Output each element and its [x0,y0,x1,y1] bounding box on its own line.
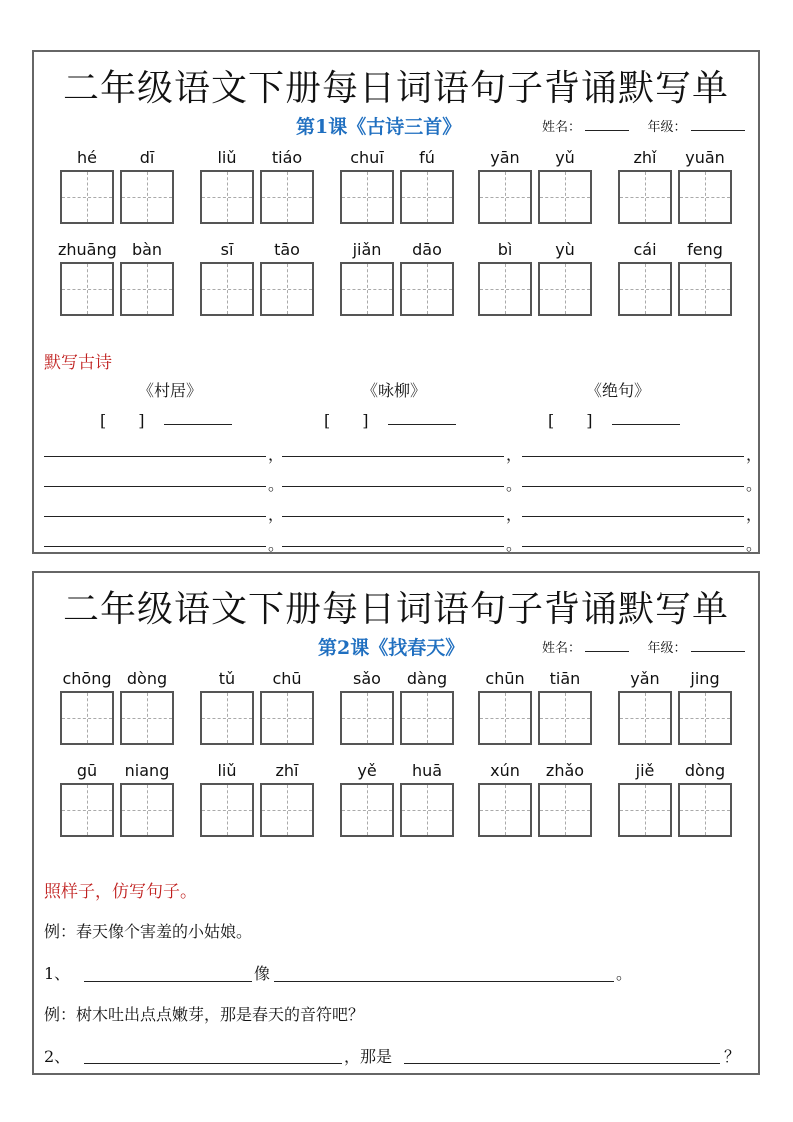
pinyin-label: tiān [549,669,581,688]
poem-title-cunju: 《村居》 [137,381,202,400]
writing-box[interactable] [120,783,174,837]
pinyin-label: zhǎo [545,761,585,780]
poem-title-yongliu: 《咏柳》 [361,381,426,400]
pinyin-label: yān [490,148,520,167]
writing-box[interactable] [60,691,114,745]
writing-box[interactable] [340,170,394,224]
writing-box[interactable] [340,691,394,745]
punctuation-mark: ， [506,445,523,464]
writing-box[interactable] [618,262,672,316]
pinyin-label: tiáo [271,148,303,167]
pinyin-label: niang [124,761,170,780]
lesson-title: 第2课《找春天》 [318,637,465,659]
worksheet-2 [32,571,760,1075]
writing-box[interactable] [120,170,174,224]
worksheet-title: 二年级语文下册每日词语句子背诵默写单 [62,68,729,109]
pinyin-label: cái [633,240,657,259]
writing-box[interactable] [400,170,454,224]
pinyin-label: dāo [412,240,442,259]
writing-box[interactable] [400,783,454,837]
author-blank[interactable] [164,424,232,425]
writing-box[interactable] [60,783,114,837]
writing-box[interactable] [120,691,174,745]
punctuation-mark: ， [268,505,285,524]
item-1-connector: 像 [254,964,271,983]
pinyin-label: chūn [485,669,525,688]
poem-line-blank[interactable] [44,516,266,517]
writing-box[interactable] [120,262,174,316]
writing-box[interactable] [538,691,592,745]
pinyin-label: bàn [131,240,163,259]
worksheet-title: 二年级语文下册每日词语句子背诵默写单 [62,589,729,630]
answer-blank[interactable] [404,1063,720,1064]
pinyin-label: jing [690,669,720,688]
punctuation-mark: 。 [506,535,523,554]
pinyin-label: gū [76,761,98,780]
punctuation-mark: ， [506,505,523,524]
writing-box[interactable] [678,691,732,745]
poem-line-blank[interactable] [522,456,744,457]
pinyin-label: hé [77,148,97,167]
punctuation-mark: 。 [268,475,285,494]
writing-box[interactable] [400,691,454,745]
author-bracket: [ ] [548,411,593,430]
punctuation-mark: 。 [746,535,763,554]
writing-box[interactable] [340,783,394,837]
poem-line-blank[interactable] [522,486,744,487]
punctuation-mark: 。 [268,535,285,554]
poem-line-blank[interactable] [282,516,504,517]
pinyin-label: chōng [62,669,112,688]
writing-box[interactable] [538,262,592,316]
item-number-1: 1、 [44,964,71,983]
poem-line-blank[interactable] [44,546,266,547]
writing-box[interactable] [678,262,732,316]
lesson-title: 第1课《古诗三首》 [296,116,462,138]
writing-box[interactable] [260,170,314,224]
pinyin-label: feng [687,240,723,259]
poem-line-blank[interactable] [522,546,744,547]
writing-box[interactable] [478,691,532,745]
writing-box[interactable] [478,783,532,837]
poem-line-blank[interactable] [44,456,266,457]
worksheet-1 [32,50,763,554]
writing-box[interactable] [60,262,114,316]
pinyin-label: zhī [275,761,299,780]
poem-line-blank[interactable] [44,486,266,487]
writing-box[interactable] [618,691,672,745]
name-label: 姓名： [542,641,582,656]
answer-blank[interactable] [84,1063,342,1064]
writing-box[interactable] [200,262,254,316]
pinyin-label: liǔ [217,761,237,780]
pinyin-label: yǎn [630,669,660,688]
section-heading: 默写古诗 [44,353,112,373]
grade-label: 年级： [647,120,687,135]
pinyin-label: zhǐ [633,148,657,167]
punctuation-mark: ， [746,505,763,524]
item-1-end: 。 [616,964,633,983]
poem-line-blank[interactable] [282,456,504,457]
student-info [542,637,745,656]
writing-box[interactable] [200,691,254,745]
grade-blank[interactable] [691,118,745,131]
pinyin-label: dàng [406,669,448,688]
writing-box[interactable] [478,262,532,316]
pinyin-label: yǔ [555,148,575,167]
writing-box[interactable] [400,262,454,316]
writing-box[interactable] [618,783,672,837]
pinyin-label: liǔ [217,148,237,167]
author-blank[interactable] [388,424,456,425]
item-2-end: ？ [724,1047,741,1066]
writing-box[interactable] [200,783,254,837]
pinyin-label: fú [419,148,435,167]
student-info [542,116,745,135]
writing-box[interactable] [260,691,314,745]
pinyin-label: xún [490,761,520,780]
punctuation-mark: ， [746,445,763,464]
writing-box[interactable] [60,170,114,224]
pinyin-label: jiě [635,761,655,780]
writing-box[interactable] [538,170,592,224]
name-blank[interactable] [585,118,629,131]
name-blank[interactable] [585,639,629,652]
author-blank[interactable] [612,424,680,425]
example-sentence-2: 例：树木吐出点点嫩芽，那是春天的音符吧？ [44,1005,365,1024]
poem-line-blank[interactable] [282,546,504,547]
pinyin-label: huā [411,761,443,780]
writing-box[interactable] [678,783,732,837]
grade-blank[interactable] [691,639,745,652]
answer-blank[interactable] [274,981,614,982]
pinyin-label: yuān [685,148,725,167]
pinyin-label: jiǎn [352,240,382,259]
writing-box[interactable] [618,170,672,224]
example-sentence-1: 例：春天像个害羞的小姑娘。 [44,922,253,941]
writing-box[interactable] [200,170,254,224]
writing-box[interactable] [340,262,394,316]
poem-title-jueju: 《绝句》 [585,381,650,400]
poem-line-blank[interactable] [282,486,504,487]
pinyin-label: yù [555,240,575,259]
punctuation-mark: ， [268,445,285,464]
pinyin-label: dòng [684,761,726,780]
pinyin-label: bì [497,240,513,259]
section-heading: 照样子，仿写句子。 [44,882,197,902]
answer-blank[interactable] [84,981,252,982]
writing-box[interactable] [478,170,532,224]
pinyin-label: sǎo [353,669,381,688]
writing-box[interactable] [678,170,732,224]
pinyin-label: zhuāng [58,240,117,259]
pinyin-label: dòng [126,669,168,688]
pinyin-label: dī [139,148,155,167]
pinyin-label: chū [272,669,302,688]
name-label: 姓名： [542,120,582,135]
pinyin-label: tāo [274,240,300,259]
pinyin-label: sī [220,240,234,259]
pinyin-label: tǔ [218,669,236,688]
punctuation-mark: 。 [506,475,523,494]
author-bracket: [ ] [100,411,145,430]
grade-label: 年级： [647,641,687,656]
writing-box[interactable] [260,783,314,837]
item-2-connector: ，那是 [344,1047,393,1066]
pinyin-label: chuī [350,148,384,167]
item-number-2: 2、 [44,1047,71,1066]
poem-line-blank[interactable] [522,516,744,517]
punctuation-mark: 。 [746,475,763,494]
writing-box[interactable] [260,262,314,316]
writing-box[interactable] [538,783,592,837]
pinyin-label: yě [357,761,377,780]
author-bracket: [ ] [324,411,369,430]
